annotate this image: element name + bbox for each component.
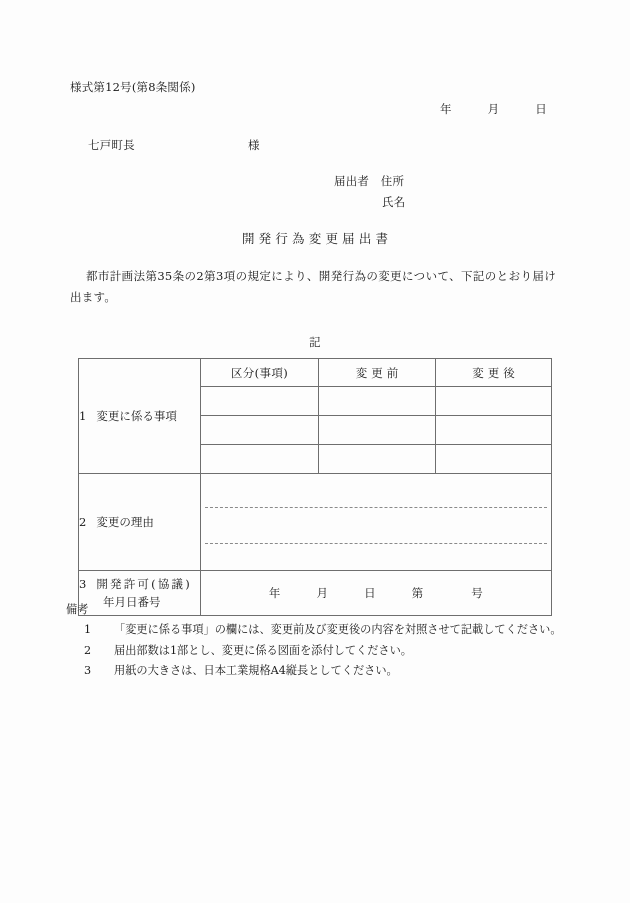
cell-reason-input[interactable]: [201, 474, 552, 571]
remark-number: 2: [84, 643, 92, 657]
remark-number: 3: [84, 663, 92, 677]
remark-item: [66, 641, 566, 660]
cell-after-1[interactable]: [436, 387, 552, 416]
form-number: 様式第12号(第8条関係): [70, 80, 196, 94]
cell-before-3[interactable]: [319, 445, 436, 474]
dotted-rule-1: [205, 507, 547, 508]
cell-kubun-3[interactable]: [201, 445, 319, 474]
remarks-title: 備考: [66, 603, 89, 616]
row-label-3-line2: 年月日番号: [103, 595, 161, 609]
cell-matters-label: [79, 359, 201, 474]
form-table: [78, 358, 552, 616]
cell-before-2[interactable]: [319, 416, 436, 445]
row-number-2: 2: [79, 514, 87, 529]
document-title: 開発行為変更届出書: [241, 231, 393, 246]
table-row-reason: [79, 474, 552, 571]
table-header-row: [79, 359, 552, 387]
header-before: 変更前: [319, 359, 436, 387]
remarks-section: [66, 600, 566, 681]
cell-kubun-2[interactable]: [201, 416, 319, 445]
applicant-address-label: 届出者 住所: [334, 174, 405, 188]
row-number-3: 3: [79, 576, 87, 591]
ki-marker: 記: [309, 335, 321, 349]
cell-after-2[interactable]: [436, 416, 552, 445]
header-kubun: 区分(事項): [201, 359, 319, 387]
remark-text: 「変更に係る事項」の欄には、変更前及び変更後の内容を対照させて記載してください。: [114, 623, 562, 637]
cell-permit-date-value[interactable]: 年 月 日 第 号: [201, 571, 552, 616]
remark-item: [66, 661, 566, 680]
header-after: 変更後: [436, 359, 552, 387]
row-label-1: 変更に係る事項: [96, 408, 177, 423]
addressee-honorific: 様: [248, 138, 260, 152]
row-number-1: 1: [79, 408, 87, 423]
cell-before-1[interactable]: [319, 387, 436, 416]
remark-item: [66, 620, 566, 639]
body-paragraph: 都市計画法第35条の2第3項の規定により、開発行為の変更について、下記のとおり届け出ます。: [70, 269, 556, 305]
applicant-name-label: 氏名: [382, 195, 406, 209]
row-label-2: 変更の理由: [96, 514, 154, 529]
cell-kubun-1[interactable]: [201, 387, 319, 416]
remark-number: 1: [84, 623, 92, 637]
date-line-top: 年 月 日: [440, 102, 548, 116]
cell-after-3[interactable]: [436, 445, 552, 474]
remark-text: 届出部数は1部とし、変更に係る図面を添付してください。: [114, 643, 412, 657]
row-label-3-line1: 開発許可(協議): [96, 576, 192, 591]
dotted-rule-2: [205, 543, 547, 544]
remark-text: 用紙の大きさは、日本工業規格A4縦長としてください。: [114, 663, 398, 677]
cell-reason-label: [79, 474, 201, 571]
addressee-name: 七戸町長: [88, 138, 135, 152]
